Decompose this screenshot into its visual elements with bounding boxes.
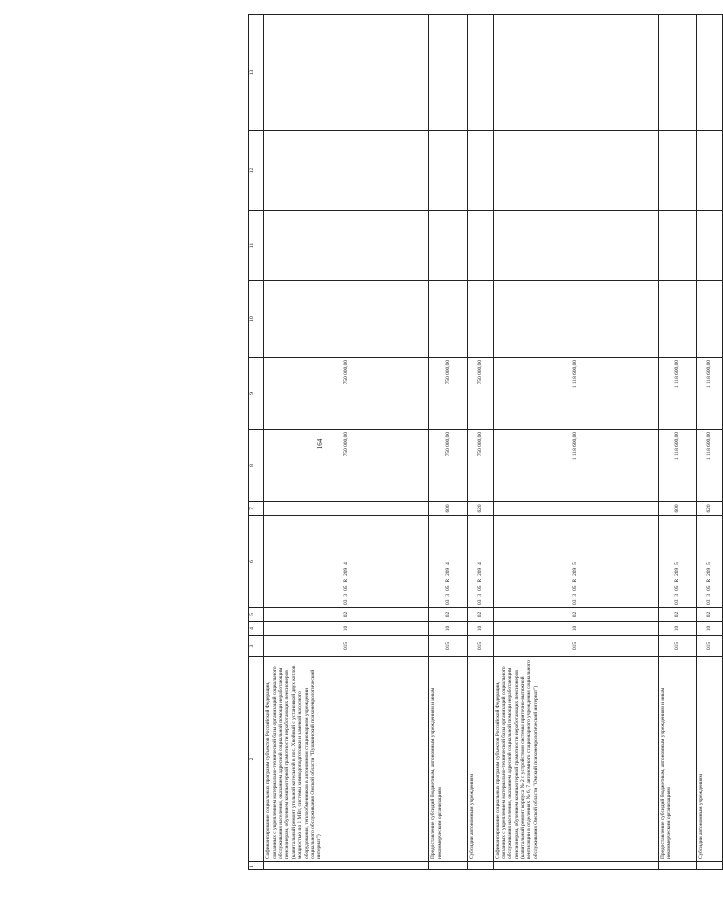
cell-section: 10: [658, 622, 696, 636]
cell-amount: 750 000,00: [263, 358, 428, 430]
header-row: [248, 15, 263, 870]
page-number: 164: [316, 438, 324, 450]
row-name: Софинансирование социальных программ субъектов Российской Федерации, связанных с укреплением материально-технической базы организаций социального обслуживания населения, оказанием адресной социальной помощи неработающим пенсионерам, обучением компьютерной грамотности неработающих пенсионеров (капитальный ремонт угольной котельной в пос. Хвойный с установкой двух котлов мощностью по 1 МВт, системы химводоподготовки и заменой насосного оборудования, теплообменников в автономном стационарном учреждении социального обслуживания Омской области "Пушкинский психоневрологический интернат"): [263, 657, 428, 862]
cell-admin-code: 015: [428, 636, 466, 657]
row-name: Предоставление субсидий бюджетным, автономным учреждениям и иным некоммерческим организациям: [428, 657, 466, 862]
table-row: [696, 15, 722, 870]
header-cell: 4: [248, 622, 263, 636]
cell-subsection: 02: [467, 608, 493, 622]
cell-section: 10: [467, 622, 493, 636]
cell-admin-code: 015: [467, 636, 493, 657]
table-row: [263, 15, 428, 870]
row-name: Софинансирование социальных программ субъектов Российской Федерации, связанных с укреплением материально-технической базы организаций социального обслуживания населения, оказанием адресной социальной помощи неработающим пенсионерам, обучением компьютерной грамотности неработающих пенсионеров (капитальный ремонт корпуса № 2 с устройством системы приточно-вытяжной вентиляции в отделениях № 6, 7 автономного стационарного учреждения социального обслуживания Омской области "Омский психоневрологический интернат"): [493, 657, 658, 862]
header-cell: 13: [248, 15, 263, 131]
cell-expense-type: 620: [696, 502, 722, 516]
header-cell: 5: [248, 608, 263, 622]
header-cell: 10: [248, 281, 263, 358]
cell-subsection: 02: [493, 608, 658, 622]
cell-amount: 750 000,00: [428, 430, 466, 502]
row-name: Предоставление субсидий бюджетным, автономным учреждениям и иным некоммерческим организациям: [658, 657, 696, 862]
header-cell: 1: [248, 862, 263, 870]
cell-subsection: 02: [428, 608, 466, 622]
row-name: Субсидии автономным учреждениям: [696, 657, 722, 862]
table-row: [658, 15, 696, 870]
cell-subsection: 02: [658, 608, 696, 622]
header-cell: 8: [248, 430, 263, 502]
header-cell: 6: [248, 516, 263, 608]
header-cell: 9: [248, 358, 263, 430]
cell-target-article: 03305R2095: [658, 516, 696, 608]
cell-amount: 1 118 600,00: [658, 430, 696, 502]
cell-admin-code: 015: [263, 636, 428, 657]
cell-expense-type: 620: [467, 502, 493, 516]
cell-admin-code: 015: [696, 636, 722, 657]
cell-amount: 750 000,00: [467, 430, 493, 502]
header-cell: 3: [248, 636, 263, 657]
cell-amount: 750 000,00: [263, 430, 428, 502]
cell-amount: 1 118 600,00: [696, 430, 722, 502]
cell-amount: 1 118 600,00: [493, 358, 658, 430]
cell-section: 10: [493, 622, 658, 636]
table-row: [493, 15, 658, 870]
cell-amount: 750 000,00: [428, 358, 466, 430]
table-row: [428, 15, 466, 870]
cell-admin-code: 015: [658, 636, 696, 657]
cell-target-article: 03305R2094: [467, 516, 493, 608]
cell-expense-type: [493, 502, 658, 516]
cell-admin-code: 015: [493, 636, 658, 657]
cell-subsection: 02: [263, 608, 428, 622]
cell-amount: 1 118 600,00: [493, 430, 658, 502]
cell-target-article: 03305R2094: [428, 516, 466, 608]
cell-section: 10: [263, 622, 428, 636]
budget-table: [248, 14, 723, 870]
table-row: [467, 15, 493, 870]
row-name: Субсидии автономным учреждениям: [467, 657, 493, 862]
cell-amount: 1 118 600,00: [658, 358, 696, 430]
cell-amount: 1 118 600,00: [696, 358, 722, 430]
cell-section: 10: [696, 622, 722, 636]
header-cell: 2: [248, 657, 263, 862]
header-cell: 12: [248, 131, 263, 211]
header-cell: 11: [248, 211, 263, 281]
cell-subsection: 02: [696, 608, 722, 622]
cell-expense-type: [263, 502, 428, 516]
cell-target-article: 03305R2095: [696, 516, 722, 608]
cell-section: 10: [428, 622, 466, 636]
cell-expense-type: 600: [658, 502, 696, 516]
budget-table-container: [248, 15, 723, 870]
cell-amount: 750 000,00: [467, 358, 493, 430]
cell-target-article: 03305R2095: [493, 516, 658, 608]
cell-expense-type: 600: [428, 502, 466, 516]
cell-target-article: 03305R2094: [263, 516, 428, 608]
header-cell: 7: [248, 502, 263, 516]
